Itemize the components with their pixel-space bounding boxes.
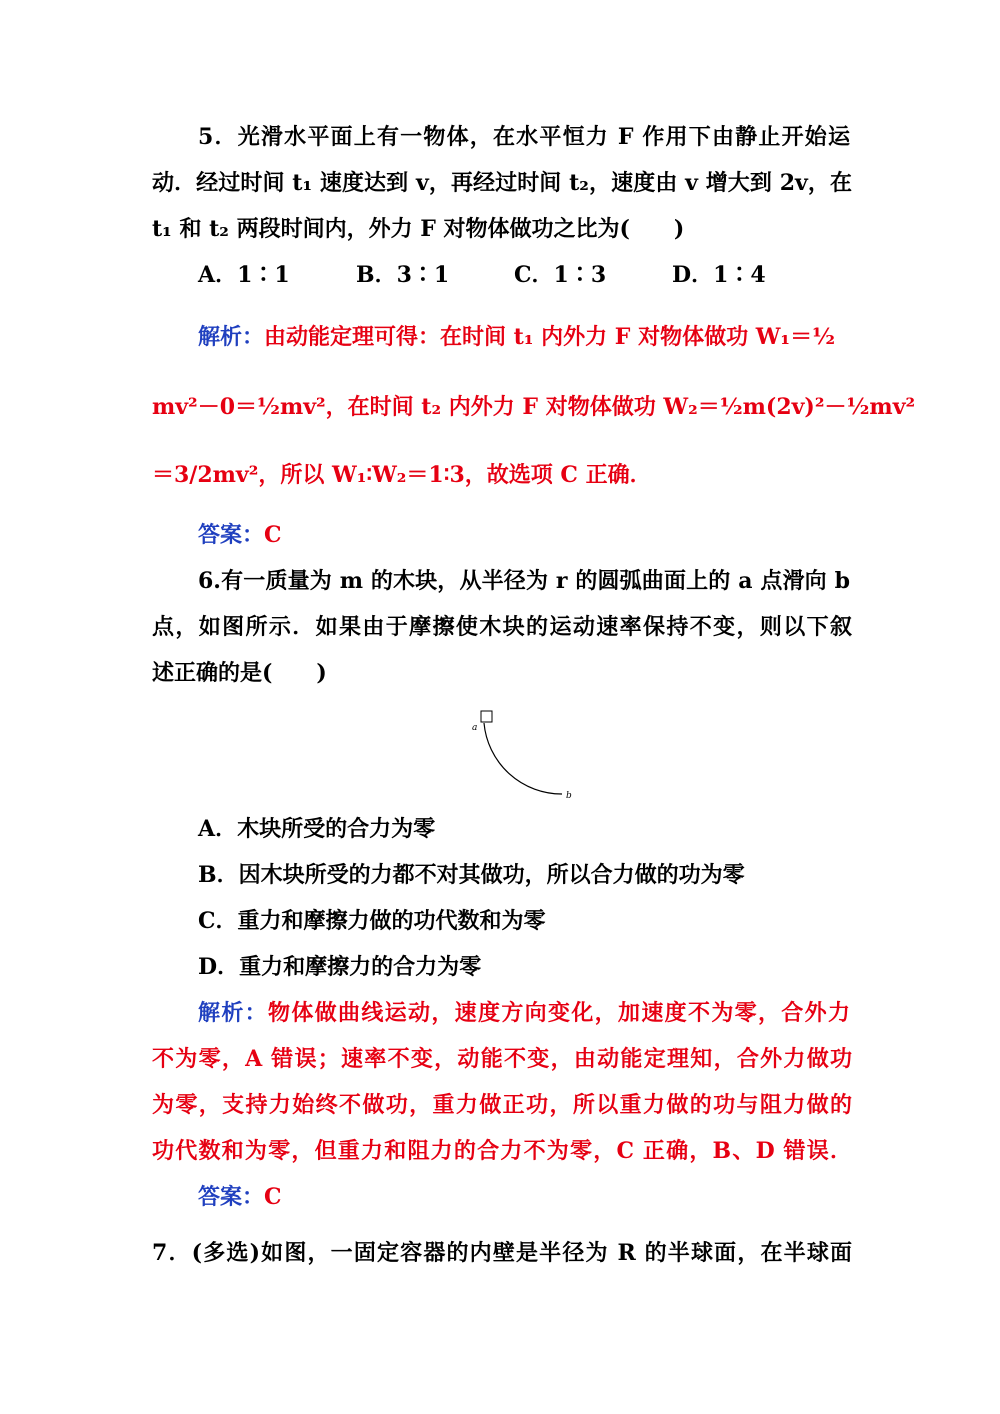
q6-answer-row (198, 1182, 898, 1212)
q6-option-d: D．重力和摩擦力的合力为零 (198, 954, 482, 980)
q5-line3: t₁ 和 t₂ 两段时间内，外力 F 对物体做功之比为( ) (152, 216, 685, 242)
arc-surface (484, 723, 562, 794)
q5-option-c: C．1∶3 (514, 262, 607, 288)
q5-answer: C (264, 522, 282, 548)
q6-option-a: A．木块所受的合力为零 (198, 816, 436, 842)
q6-line3: 述正确的是( ) (152, 660, 327, 686)
q5-option-b: B．3∶1 (356, 262, 450, 288)
q6-option-b: B．因木块所受的力都不对其做功，所以合力做的功为零 (198, 862, 745, 888)
q5-answer-row (198, 520, 898, 550)
q6-analysis-line2: 不为零，A 错误；速率不变，动能不变，由动能定理知，合外力做功 (152, 1046, 852, 1072)
q6-analysis-label: 解析： (198, 1000, 268, 1026)
q6-analysis-line3: 为零，支持力始终不做功，重力做正功，所以重力做的功与阻力做的 (152, 1092, 852, 1118)
q7-line1: 7．(多选)如图，一固定容器的内壁是半径为 R 的半球面，在半球面 (152, 1240, 852, 1266)
q5-option-a: A．1∶1 (198, 262, 290, 288)
arc-figure (466, 706, 586, 802)
q6-answer-label: 答案： (198, 1184, 265, 1210)
q5-analysis-line1: 由动能定理可得：在时间 t₁ 内外力 F 对物体做功 W₁＝½ (264, 324, 836, 350)
q5-options (198, 260, 898, 290)
point-a-label: a (472, 723, 478, 733)
q5-option-d: D．1∶4 (672, 262, 766, 288)
q6-analysis-line1: 物体做曲线运动，速度方向变化，加速度不为零，合外力 (268, 1000, 850, 1026)
q5-analysis-line3: ＝3/2mv²，所以 W₁∶W₂＝1∶3，故选项 C 正确． (152, 462, 652, 488)
q6-analysis-line1-row (198, 998, 850, 1028)
q6-option-c: C．重力和摩擦力做的功代数和为零 (198, 908, 546, 934)
point-b-label: b (566, 791, 572, 801)
q5-analysis-label: 解析： (198, 324, 265, 350)
q6-line1: 6.有一质量为 m 的木块，从半径为 r 的圆弧曲面上的 a 点滑向 b (198, 568, 850, 594)
q5-analysis-line1-row (198, 322, 898, 352)
wooden-block (481, 711, 492, 722)
q6-analysis-line4: 功代数和为零，但重力和阻力的合力不为零，C 正确，B、D 错误． (152, 1138, 852, 1164)
q6-answer: C (264, 1184, 282, 1210)
q5-analysis-line2: mv²－0＝½mv²，在时间 t₂ 内外力 F 对物体做功 W₂＝½m(2v)²－½mv² (152, 394, 916, 420)
q5-line1: 5．光滑水平面上有一物体，在水平恒力 F 作用下由静止开始运 (198, 124, 850, 150)
q5-answer-label: 答案： (198, 522, 265, 548)
q5-line2: 动．经过时间 t₁ 速度达到 v，再经过时间 t₂，速度由 v 增大到 2v，在 (152, 170, 852, 196)
q6-line2: 点，如图所示．如果由于摩擦使木块的运动速率保持不变，则以下叙 (152, 614, 852, 640)
